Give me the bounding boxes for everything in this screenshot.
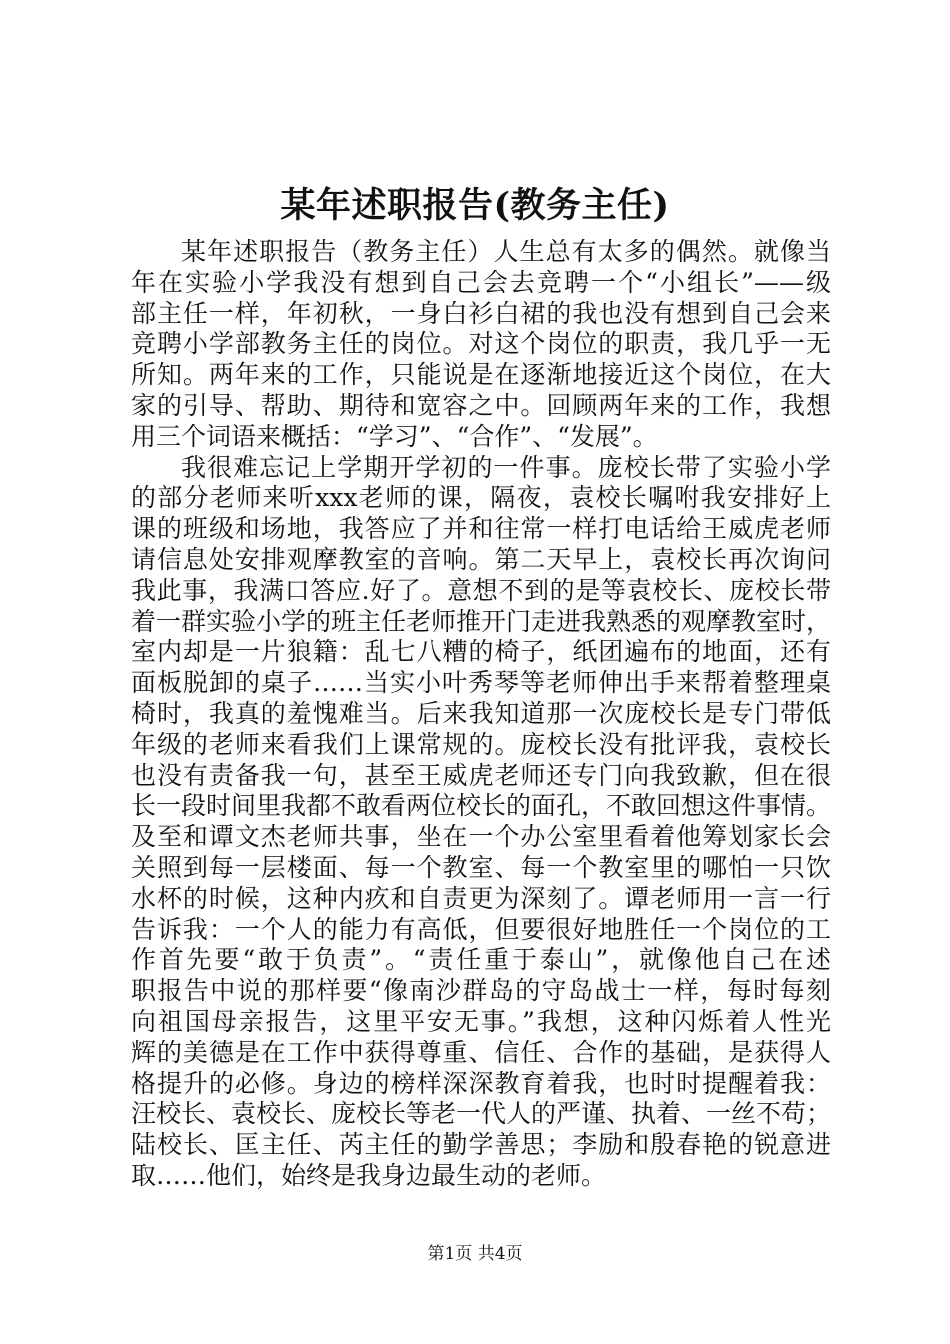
text-line: 职报告中说的那样要“像南沙群岛的守岛战士一样，每时每刻 [131, 976, 831, 1006]
text-line: 汪校长、袁校长、庞校长等老一代人的严谨、执着、一丝不苟； [131, 1099, 832, 1129]
text-line: 家的引导、帮助、期待和宽容之中。回顾两年来的工作，我想 [131, 390, 831, 420]
document-body [131, 237, 831, 1192]
text-line: 向祖国母亲报告，这里平安无事。”我想，这种闪烁着人性光 [131, 1006, 831, 1036]
text-line: 部主任一样，年初秋，一身白衫白裙的我也没有想到自己会来 [131, 298, 831, 328]
text-line: 我很难忘记上学期开学初的一件事。庞校长带了实验小学 [181, 452, 831, 482]
text-line: 格提升的必修。身边的榜样深深教育着我，也时时提醒着我： [131, 1068, 831, 1098]
text-line: 长一段时间里我都不敢看两位校长的面孔，不敢回想这件事情。 [131, 791, 832, 821]
text-line: 所知。两年来的工作，只能说是在逐渐地接近这个岗位，在大 [131, 360, 831, 390]
text-line: 关照到每一层楼面、每一个教室、每一个教室里的哪怕一只饮 [131, 852, 831, 882]
text-line: 辉的美德是在工作中获得尊重、信任、合作的基础，是获得人 [131, 1037, 831, 1067]
text-line: 也没有责备我一句，甚至王威虎老师还专门向我致歉，但在很 [131, 760, 831, 790]
text-line: 告诉我：一个人的能力有高低，但要很好地胜任一个岗位的工 [131, 914, 831, 944]
text-line: 的部分老师来听xxx老师的课，隔夜，袁校长嘱咐我安排好上 [131, 483, 831, 513]
text-line: 面板脱卸的桌子……当实小叶秀琴等老师伸出手来帮着整理桌 [131, 668, 831, 698]
text-line: 年在实验小学我没有想到自己会去竞聘一个“小组长”——级 [131, 267, 831, 297]
text-line: 及至和谭文杰老师共事，坐在一个办公室里看着他筹划家长会 [131, 822, 831, 852]
text-line: 我此事，我满口答应.好了。意想不到的是等袁校长、庞校长带 [131, 575, 831, 605]
text-line: 用三个词语来概括：“学习”、“合作”、“发展”。 [131, 421, 658, 451]
text-line: 取……他们，始终是我身边最生动的老师。 [131, 1160, 607, 1190]
document-title: 某年述职报告(教务主任) [280, 185, 670, 226]
text-line: 水杯的时候，这种内疚和自责更为深刻了。谭老师用一言一行 [131, 883, 831, 913]
text-line: 室内却是一片狼籍：乱七八糟的椅子，纸团遍布的地面，还有 [131, 637, 831, 667]
text-line: 某年述职报告（教务主任）人生总有太多的偶然。就像当 [181, 237, 831, 266]
text-line: 作首先要“敢于负责”。“责任重于泰山”，就像他自己在述 [131, 945, 831, 975]
text-line: 着一群实验小学的班主任老师推开门走进我熟悉的观摩教室时， [131, 606, 832, 636]
page-footer: 第1页 共4页 [427, 1244, 523, 1264]
text-line: 陆校长、匡主任、芮主任的勤学善思；李励和殷春艳的锐意进 [131, 1130, 831, 1160]
text-line: 请信息处安排观摩教室的音响。第二天早上，袁校长再次询问 [131, 544, 831, 574]
text-line: 椅时，我真的羞愧难当。后来我知道那一次庞校长是专门带低 [131, 698, 831, 728]
text-line: 竞聘小学部教务主任的岗位。对这个岗位的职责，我几乎一无 [131, 329, 831, 359]
text-line: 年级的老师来看我们上课常规的。庞校长没有批评我，袁校长 [131, 729, 831, 759]
text-line: 课的班级和场地，我答应了并和往常一样打电话给王威虎老师 [131, 514, 831, 544]
